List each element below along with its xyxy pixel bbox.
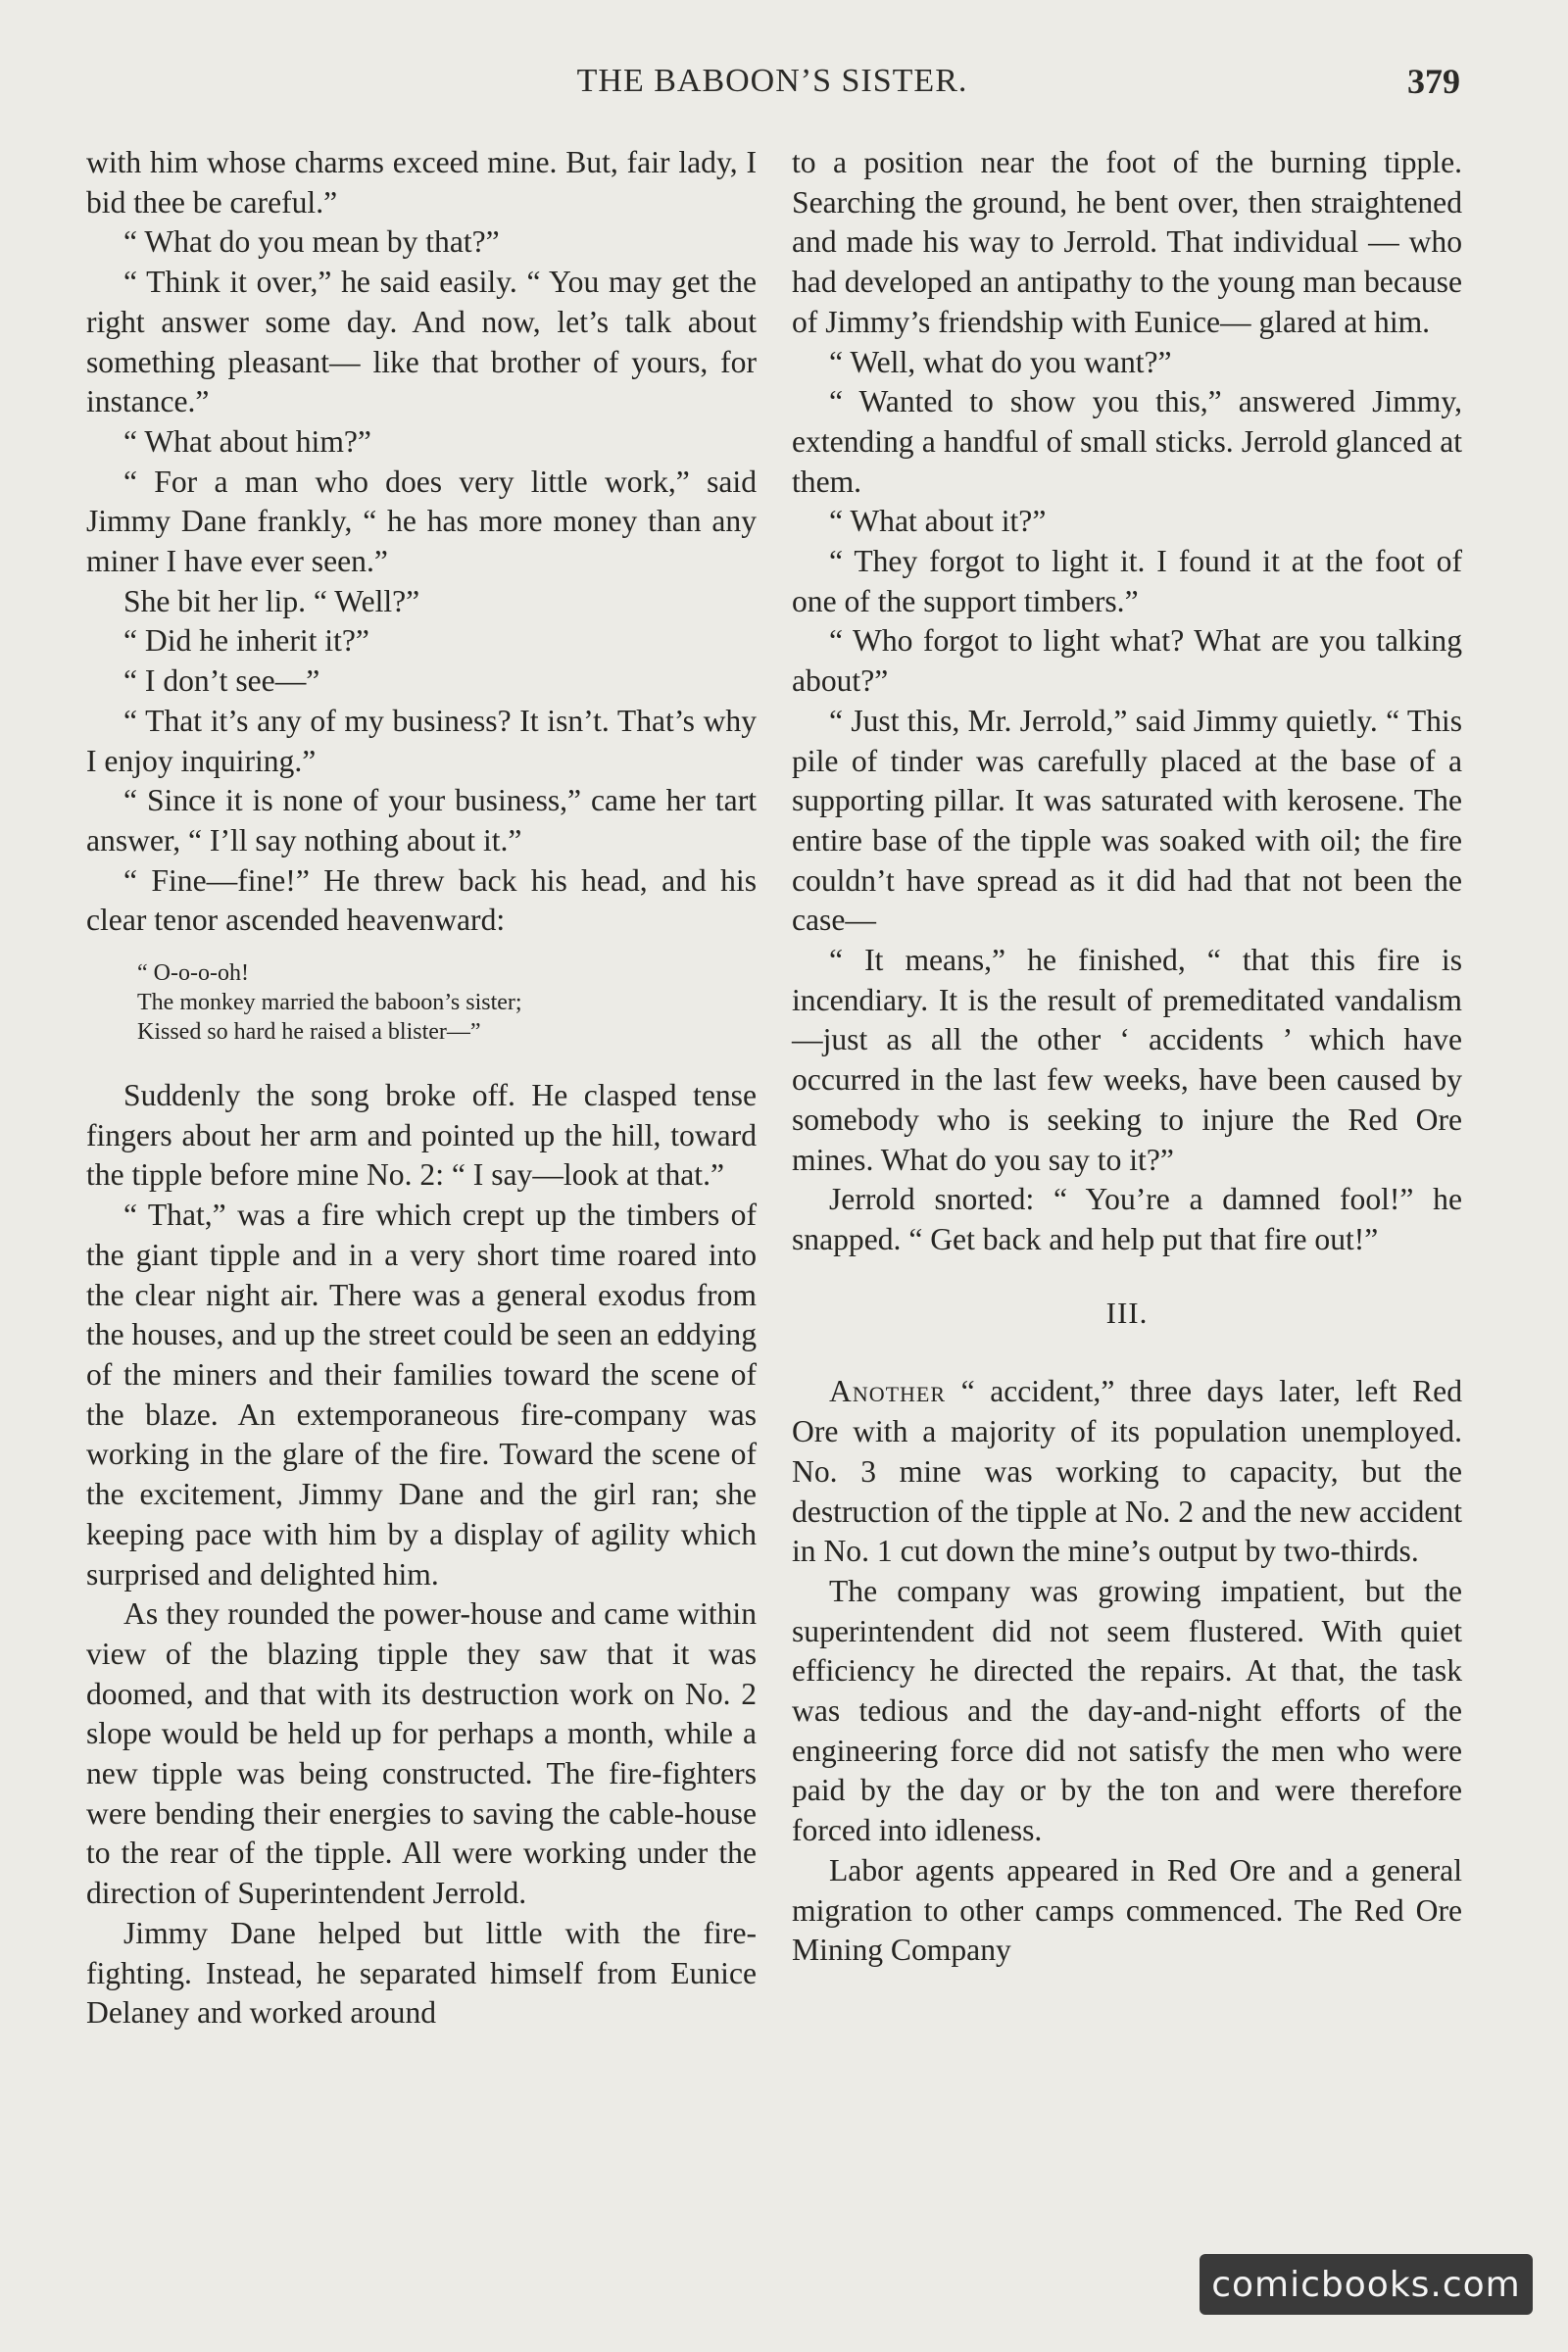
paragraph-text: “ accident,” three days later, left Red Ore with a majority of its population unemployed. No. 3 mine was working to capacity, but the destruction of the tipple at No. 2 and the new accident in No. 1 cut down the mine’s output by two-thirds.: [792, 1374, 1462, 1569]
paragraph: Jerrold snorted: “ You’re a damned fool!” he snapped. “ Get back and help put that fire out!”: [792, 1182, 1462, 1256]
paragraph: Jimmy Dane helped but little with the fire-fighting. Instead, he separated himself from Eunice Delaney and worked around: [86, 1915, 757, 2031]
running-title: THE BABOON’S SISTER.: [576, 63, 968, 99]
right-column: [792, 143, 1462, 1971]
paragraph: “ Who forgot to light what? What are you talking about?”: [792, 623, 1462, 699]
song-verse: [137, 958, 757, 1047]
section-heading: III.: [1105, 1295, 1149, 1330]
paragraph: “ What do you mean by that?”: [123, 224, 500, 260]
paragraph: “ Since it is none of your business,” came her tart answer, “ I’ll say nothing about it.”: [86, 783, 757, 858]
paragraph: “ Fine—fine!” He threw back his head, and his clear tenor ascended heavenward:: [86, 862, 757, 938]
paragraph: “ Did he inherit it?”: [123, 623, 369, 659]
paragraph: to a position near the foot of the burning tipple. Searching the ground, he bent over, then straightened and made his way to Jerrold. That individual — who had developed an antipathy to the young man because of Jimmy’s friendship with Eunice— glared at him.: [792, 145, 1462, 339]
verse-line: The monkey married the baboon’s sister;: [137, 990, 522, 1016]
paragraph: As they rounded the power-house and came within view of the blazing tipple they saw that it was doomed, and that with its destruction work on No. 2 slope would be held up for perhaps a month, while a new tipple was being constructed. The fire-fighters were bending their energies to saving the cable-house to the rear of the tipple. All were working under the direction of Superintendent Jerrold.: [86, 1596, 757, 1911]
paragraph: The company was growing impatient, but the superintendent did not seem flustered. With quiet efficiency he directed the repairs. At that, the task was tedious and the day-and-night efforts of the engineering force did not satisfy the men who were paid by the day or by the ton and were therefore forced into idleness.: [792, 1573, 1462, 1848]
paragraph: Labor agents appeared in Red Ore and a general migration to other camps commenced. The Red Ore Mining Company: [792, 1852, 1462, 1968]
paragraph: Suddenly the song broke off. He clasped tense fingers about her arm and pointed up the hill, toward the tipple before mine No. 2: “ I say—look at that.”: [86, 1078, 757, 1193]
verse-line: “ O-o-o-oh!: [137, 960, 249, 987]
paragraph: with him whose charms exceed mine. But, fair lady, I bid thee be careful.”: [86, 145, 757, 220]
watermark-text: comicbooks.com: [1211, 2264, 1521, 2305]
lead-word: Another: [829, 1374, 947, 1409]
paragraph: “ Think it over,” he said easily. “ You may get the right answer some day. And now, let’s talk about something pleasant— like that brother of yours, for instance.”: [86, 265, 757, 419]
paragraph: “ Just this, Mr. Jerrold,” said Jimmy quietly. “ This pile of tinder was carefully placed at the base of a supporting pillar. It was saturated with kerosene. The entire base of the tipple was soaked with oil; the fire couldn’t have spread as it did had that not been the case—: [792, 703, 1462, 938]
paragraph: She bit her lip. “ Well?”: [123, 583, 420, 618]
paragraph: “ Well, what do you want?”: [829, 344, 1172, 379]
page-header: [84, 63, 1460, 118]
paragraph: “ That,” was a fire which crept up the timbers of the giant tipple and in a very short time roared into the clear night air. There was a general exodus from the houses, and up the street could be seen an eddying of the miners and their families toward the scene of the blaze. An extemporaneous fire-company was working in the glare of the fire. Toward the scene of the excitement, Jimmy Dane and the girl ran; she keeping pace with him by a display of agility which surprised and delighted him.: [86, 1198, 757, 1592]
paragraph: “ What about him?”: [123, 423, 371, 459]
paragraph: [792, 1372, 1462, 1572]
paragraph: “ Wanted to show you this,” answered Jimmy, extending a handful of small sticks. Jerrold glanced at them.: [792, 384, 1462, 499]
paragraph: “ They forgot to light it. I found it at the foot of one of the support timbers.”: [792, 544, 1462, 618]
paragraph: “ What about it?”: [829, 504, 1047, 539]
page-number: 379: [1407, 62, 1460, 101]
verse-line: Kissed so hard he raised a blister—”: [137, 1019, 481, 1046]
paragraph: “ I don’t see—”: [123, 663, 320, 699]
paragraph: “ For a man who does very little work,” said Jimmy Dane frankly, “ he has more money than any miner I have ever seen.”: [86, 464, 757, 579]
left-column: [86, 143, 757, 2034]
paragraph: “ It means,” he finished, “ that this fire is incendiary. It is the result of premeditated vandalism—just as all the other ‘ accidents ’ which have occurred in the last few weeks, have been caused by somebody who is seeking to injure the Red Ore mines. What do you say to it?”: [792, 943, 1462, 1177]
site-watermark: [1200, 2254, 1533, 2315]
paragraph: “ That it’s any of my business? It isn’t. That’s why I enjoy inquiring.”: [86, 703, 757, 778]
